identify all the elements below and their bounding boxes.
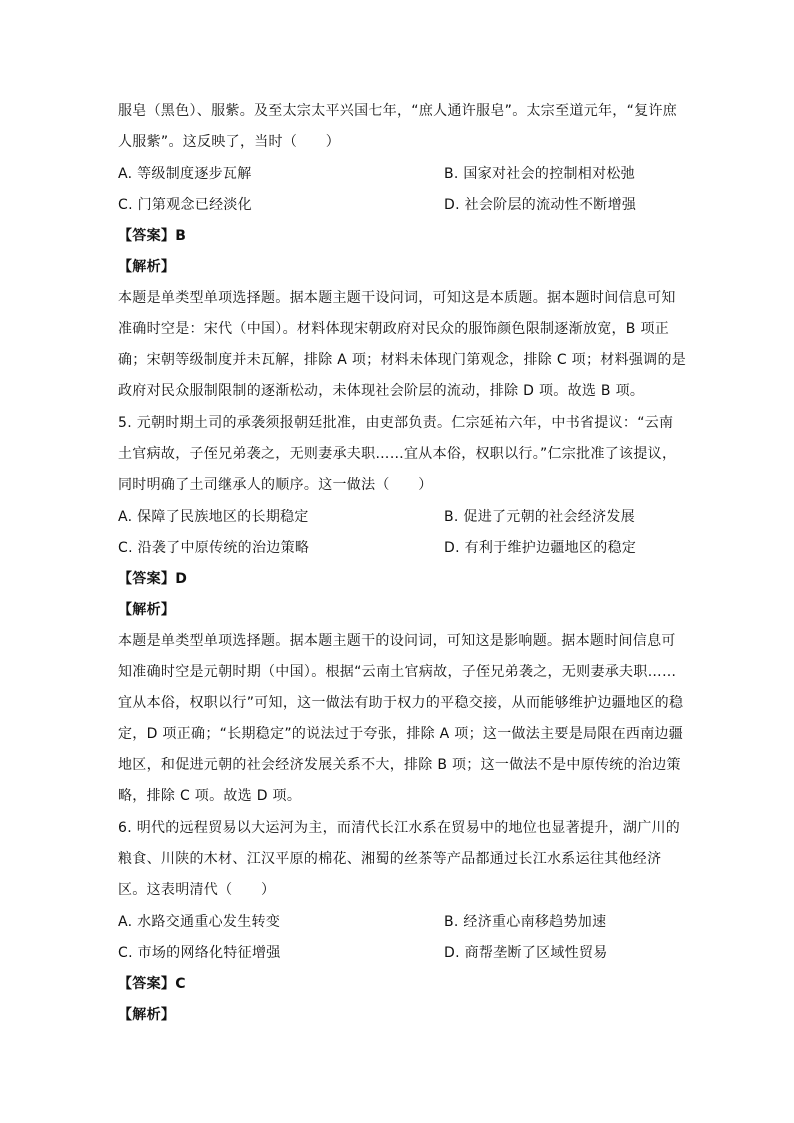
q5-analysis-line: 知准确时空是元朝时期（中国）。根据“云南土官病故，子侄兄弟袭之，无则妻承夫职…… xyxy=(118,664,677,680)
q5-analysis-line: 略，排除 C 项。故选 D 项。 xyxy=(118,788,302,804)
q5-option-b: B. 促进了元朝的社会经济发展 xyxy=(444,509,636,525)
q4-option-a: A. 等级制度逐步瓦解 xyxy=(118,166,252,182)
q4-analysis-title: 【解析】 xyxy=(118,259,176,275)
q6-option-a: A. 水路交通重心发生转变 xyxy=(118,914,281,930)
q5-analysis-line: 宜从本俗，权职以行”可知，这一做法有助于权力的平稳交接，从而能够维护边疆地区的稳 xyxy=(118,695,684,711)
q4-analysis-line: 政府对民众服制限制的逐渐松动，未体现社会阶层的流动，排除 D 项。故选 B 项。 xyxy=(118,383,645,399)
q6-stem-line: 6. 明代的远程贸易以大运河为主，而清代长江水系在贸易中的地位也显著提升，湖广川的 xyxy=(118,820,681,836)
q4-analysis-line: 准确时空是：宋代（中国）。材料体现宋朝政府对民众的服饰颜色限制逐渐放宽，B 项正 xyxy=(118,321,670,337)
q6-stem-line: 区。这表明清代（ ） xyxy=(118,882,276,898)
q5-stem-line: 5. 元朝时期土司的承袭须报朝廷批准，由吏部负责。仁宗延祐六年，中书省提议：“云南 xyxy=(118,415,674,431)
q6-option-c: C. 市场的网络化特征增强 xyxy=(118,945,281,961)
q4-answer: 【答案】B xyxy=(118,228,187,244)
q6-analysis-title: 【解析】 xyxy=(118,1007,176,1023)
q4-analysis-line: 确；宋朝等级制度并未瓦解，排除 A 项；材料未体现门第观念，排除 C 项；材料强调的是 xyxy=(118,352,687,368)
q5-analysis-title: 【解析】 xyxy=(118,602,176,618)
q4-option-c: C. 门第观念已经淡化 xyxy=(118,197,252,213)
q5-option-a: A. 保障了民族地区的长期稳定 xyxy=(118,509,309,525)
q4-option-d: D. 社会阶层的流动性不断增强 xyxy=(444,197,637,213)
q5-stem-line: 同时明确了土司继承人的顺序。这一做法（ ） xyxy=(118,477,433,493)
q6-option-b: B. 经济重心南移趋势加速 xyxy=(444,914,607,930)
q5-analysis-line: 地区，和促进元朝的社会经济发展关系不大，排除 B 项；这一做法不是中原传统的治边策 xyxy=(118,757,681,773)
q4-stem-line: 服皂（黑色）、服紫。及至太宗太平兴国七年，“庶人通许服皂”。太宗至道元年，“复许庶 xyxy=(118,103,678,119)
q5-analysis-line: 定，D 项正确；“长期稳定”的说法过于夸张，排除 A 项；这一做法主要是局限在西南边疆 xyxy=(118,726,684,742)
q5-option-d: D. 有利于维护边疆地区的稳定 xyxy=(444,540,637,556)
q6-stem-line: 粮食、川陕的木材、江汉平原的棉花、湘蜀的丝茶等产品都通过长江水系运往其他经济 xyxy=(118,851,662,867)
q4-analysis-line: 本题是单类型单项选择题。据本题主题干设问词，可知这是本质题。据本题时间信息可知 xyxy=(118,290,676,306)
q5-option-c: C. 沿袭了中原传统的治边策略 xyxy=(118,540,310,556)
q6-option-d: D. 商帮垄断了区域性贸易 xyxy=(444,945,608,961)
q5-answer: 【答案】D xyxy=(118,571,188,587)
q4-option-b: B. 国家对社会的控制相对松弛 xyxy=(444,166,636,182)
q4-stem-line: 人服紫”。这反映了，当时（ ） xyxy=(118,134,341,150)
q5-stem-line: 土官病故，子侄兄弟袭之，无则妻承夫职……宜从本俗，权职以行。”仁宗批准了该提议， xyxy=(118,446,677,462)
q5-analysis-line: 本题是单类型单项选择题。据本题主题干的设问词，可知这是影响题。据本题时间信息可 xyxy=(118,633,676,649)
q6-answer: 【答案】C xyxy=(118,976,186,992)
